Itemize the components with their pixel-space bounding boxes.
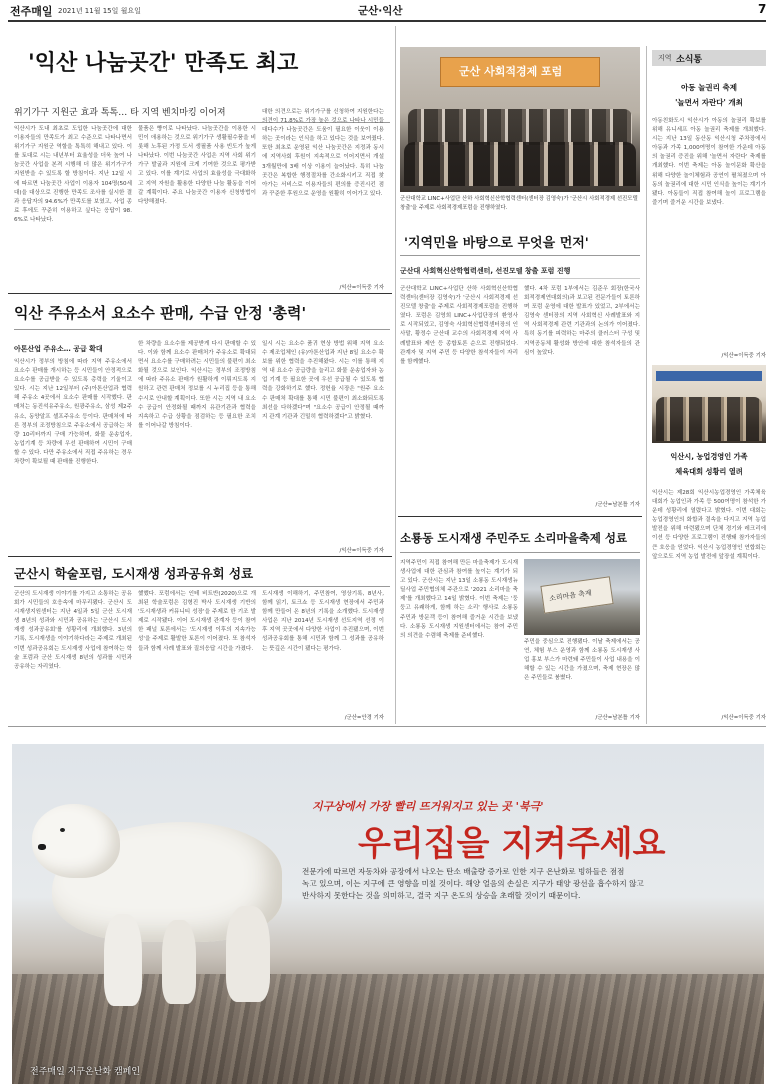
article2-col2: 한 차량을 요소수를 제공받게 다시 판매할 수 있다. 이와 함께 요소수 판매처가 주유소로 확대되면서 요소수를 구매하려는 시민들의 불편이 최소화될 것으로 보인다. 익산시는 정부의 조정방침에 따라 주유소 판매가 원활하게 이뤄지도록 지원하고 관련 판매처 정보를 시 누리집 등을 통해 수시로 안내할 계획이다. 또한 시는 지역 내 요소수 공급이 안정화될 때까지 유관기관과 협력을 지속하고 수급 상황을 점검하는 등 필요한 조치를 이어나갈 방침이다. [138,341,256,429]
article2-col3: 일시 시는 요소수 품귀 현상 방법 위해 지역 요소수 제조업체인 (유)아톤산업과 지난 8일 요소수 확보를 위한 협력을 추진해왔다. 시는 이를 통해 지역 내 요소수 공급량을 늘리고 화물 운송업자와 농업 기계 등 필요한 곳에 우선 공급될 수 있도록 협력을 강화하기로 했다. 정헌율 시장은 "원주 요소수 판매처 확대를 통해 시민 불편이 최소화되도록 최선을 다하겠다"며 "요소수 공급이 안정될 때까지 관계 기관과 긴밀히 협력하겠다"고 밝혔다. [262,341,384,420]
article1-bottom-rule [8,293,392,294]
article4-col1: 군산대학교 LINC+사업단 산하 사회혁신산학협력센터(센터장 김영숙)가 '군산시 사회적경제 선진모델 창출'을 주제로 사회적경제포럼을 진행하였다. 포럼은 김영희 LINC+사업단장의 환영사로 시작되었고, 김영숙 사회혁신협력센터장의 인사말, 황정수 군산대 교수의 사회적경제 지역 사례발표와 제안 등 종합토론 순으로 진행되었다. 관계자 및 지역 주민 등 다양한 참석자들이 자리를 함께했다. [400,286,518,365]
article5-col1: 지역주민이 직접 참여해 만든 마을축제가 도시재생사업에 대한 관심과 참여를 높이는 계기가 되고 있다. 군산시는 지난 13일 소룡동 도시재생뉴딜사업 주민협의체 주관으로 '2021 소리마을 축제'를 개최했다고 14일 밝혔다. 이번 축제는 '둥둥고 유쾌하게, 함께 하는 소리' 행사로 소룡동 주민과 방문객 등이 참여해 즐거운 시간을 보냈다. 소룡동 도시재생 지원센터에서는 참여 주민의 의견을 수렴해 축제를 준비했다. [400,560,518,639]
ad-top-rule [8,726,766,727]
sidebar-item1-subtitle: '놀면서 자란다' 개최 [675,98,743,107]
polar-bear-ad [12,744,764,1084]
article3-col2: 했했다. 포럼에서는 인테 비트반(2020)으로 개최된 학술포럼은 김형진 박사 도시재생 기반의 '도시재생과 커뮤니티 성장'을 주제로 한 기조 발제로 시작됐다. 이어 도시재생 관계자 등이 참여한 패널 토론에서는 '도시재생 이후의 지속가능성'을 주제로 활발한 토론이 이어졌다. 또 참석자들과 함께 사례 발표와 질의응답 시간을 가졌다. [138,591,256,652]
polar-bear-mid-leg [162,920,196,1004]
column-separator [395,26,396,724]
article2-rule [14,329,390,330]
article4-subrule [400,278,640,279]
article1-headline: '익산 나눔곳간' 만족도 최고 [28,50,299,76]
forum-photo [400,47,640,192]
article3-headline: 군산시 학술포럼, 도시재생 성과공유회 성료 [14,566,254,581]
sidebar-item2-subtitle: 체육대회 성황리 열려 [675,467,743,476]
article4-rule [400,255,640,256]
polar-bear-head [32,804,120,878]
page-number: 7 [758,2,767,16]
article3-byline: /군산=안경 기자 [344,715,384,721]
article3-col1: 군산의 도시재생 이야기를 가지고 소통하는 공유회가 시민들의 호응속에 마무리됐다. 군산시 도시재생지원센터는 지난 4일과 5일 군산 도시재생 8년의 성과와 시민과 공유하는 '군산시 도시재생 성과공유회'를 성황리에 개최했다. 3년의 기록, 도시재생을 이야기하다라는 주제로 개최된 이번 성과공유회는 도시재생 사업에 참여하는 학술 포럼과 군산 도시재생 8년의 성과를 시민과 공유하는 자리였다. [14,591,132,670]
paper-name: 전주매일 [10,5,53,18]
sidebar-item1-title: 아동 놀권리 축제 [681,83,737,92]
polar-bear-front-leg [104,914,142,1006]
article2-bottom-rule [8,556,392,557]
masthead-rule [8,20,766,22]
festival-photo [524,559,640,635]
sidebar-item2-body: 익산시는 제28회 익산시농업경영인 가족체육대회가 농업인과 가족 등 500여명이 참석한 가운데 성황리에 열렸다고 밝혔다. 이번 대회는 농업경영인의 화합과 결속을 다지고 지역 농업 발전을 위해 마련됐으며 단체 경기와 레크리에이션 등 다양한 프로그램이 진행돼 참가자들의 큰 호응을 얻었다. 익산시 농업경영인 연합회는 앞으로도 지역 농업 발전에 앞장설 계획이다. [652,490,766,560]
article5-rule [400,552,640,553]
polar-bear-eye [60,828,65,832]
forum-photo-caption: 군산대학교 LINC+사업단 산하 사회혁신산학협력센터(센터장 김영숙)가 '군산시 사회적경제 선진모델 창출'을 주제로 사회적경제포럼을 진행하였다. [400,196,638,211]
audience-row-front [404,142,636,186]
issue-date: 2021년 11월 15일 월요일 [58,7,141,15]
article1-col3: 대한 의견으로는 위기가구를 신청하여 지원한다는 의견이 71.8%로 가장 높은 것으로 나타나 시민들 대다수가 나눔곳간은 도움이 필요한 이웃이 이용하는 곳이라는 인식을 하고 있다는 것을 보여줬다. 또한 최초로 운영된 익산 나눔곳간은 지정과 동시에 지역사회 후원이 지속적으로 이어지면서 개설 3개월만에 3배 이상 이용이 늘어났다. 특히 나눔곳간은 복합한 행정절차를 간소화시키고 직접 찾아가는 서비스로 이용자들의 편의를 증진시킨 점과 꾸준한 후원으로 운영을 원활히 이어가고 있다. [262,109,384,197]
festival-sign-text: 소리마을 축제 [548,588,593,603]
sidebar-item2-title: 익산시, 농업경영인 가족 [670,452,748,461]
sidebar-label-region: 지역 [658,54,672,62]
masthead [0,0,774,20]
article5-col2: 주민을 중심으로 진행됐다. 이날 축제에서는 공연, 체험 부스 운영과 함께 소룡동 도시재생 사업 홍보 부스가 마련돼 주민들이 사업 내용을 이해할 수 있는 시간을 가졌으며, 축제 현장은 많은 주민들로 붐볐다. [524,639,640,682]
farmers-group [656,397,762,441]
forum-banner-text: 군산 사회적경제 포럼 [459,65,563,78]
ad-tagline: 지구상에서 가장 빨리 뜨거워지고 있는 곳 '북극' [312,800,544,813]
section-name: 군산·익산 [358,5,403,17]
farmers-banner [656,371,762,381]
sidebar-item2-byline: /익산=이득중 기자 [721,715,766,721]
article5-byline: /군산=남본틀 기자 [595,715,640,721]
article2-byline: /익산=이득중 기자 [339,548,384,554]
audience-row-back [408,109,632,145]
festival-sign [540,576,613,613]
article1-byline: /익산=이득중 기자 [339,285,384,291]
article4-headline: '지역민을 바탕으로 무엇을 먼저' [404,236,589,251]
article4-col2: 했다. 4차 포럼 1부에서는 김준우 회장(한국사회적경제연대회의)과 보고된 전문가들이 토론하며 포럼 운영에 대한 발표가 있었고, 2부에서는 김영숙 센터장의 지역 사회혁신 사례발표와 지역 사회적경제 관련 기관과의 논의가 이어졌다. 특히 동기를 피력하는 마주의 클러스터 구성 및 지역공동체 활성화 방안에 대한 참석자들의 관심이 높았다. [524,286,640,356]
sidebar-item1-byline: /익산=이득중 기자 [721,353,766,359]
article1-subheadline: 위기가구 지원군 효과 톡톡… 타 지역 벤치마킹 이어져 [14,108,226,118]
article3-rule [14,586,390,587]
article3-col3: 도시재생 이해하기, 주민참여, 영상기록, 8년사, 함께 읽기, 토크쇼 등 도시재생 현장에서 주민과 함께 만들어 온 8년의 기록을 소개했다. 도시재생 사업은 지난 2014년 도시재생 선도지역 선정 이후 지역 곳곳에서 다양한 사업이 추진됐으며, 이번 성과공유회를 통해 시민과 함께 그 성과를 공유하는 뜻깊은 시간이 됐다는 평가다. [262,591,384,652]
polar-bear-nose [38,844,46,850]
ad-headline: 우리집을 지켜주세요 [358,824,666,864]
article5-headline: 소룡동 도시재생 주민주도 소리마을축제 성료 [400,531,628,545]
sidebar-item1-body: 아동친화도시 익산시가 아동의 놀권리 확보를 위해 유니세프 아동 놀권리 축제를 개최했다. 시는 지난 13일 동산동 익산시청 주차장에서 아동과 가족 1,000여명이 참여한 가운데 아동의 놀권리 증진을 위해 '놀면서 자란다' 축제를 개최했다. 이번 축제는 아동 놀이문화 확산을 위해 다양한 놀이체험과 공연이 펼쳐졌으며 아동의 놀권리에 대한 시민 인식을 높이는 계기가 됐다. 아동들이 직접 참여해 놀이 프로그램을 즐기며 즐거운 시간을 보냈다. [652,118,766,206]
ad-body-line1: 전문가에 따르면 자동차와 공장에서 나오는 탄소 배출량 증가로 인한 지구 온난화로 빙하들은 점점 [302,867,625,876]
forum-banner [440,57,600,87]
sidebar-separator [646,46,647,724]
ad-body-line3: 반사하지 못한다는 것을 의미하고, 결국 지구 온도의 상승을 초래할 것이기 때문이다. [302,891,581,900]
sidebar-label-news: 소식통 [676,55,703,65]
ad-body-line2: 녹고 있으며, 이는 지구에 큰 영향을 미칠 것이다. 해양 얼음의 손실은 지구가 태양 광선을 흡수하지 않고 [302,879,644,888]
article1-col1: 익산시가 도내 최초로 도입한 나눔곳간에 대한 이용자들의 만족도가 최고 수준으로 나타나면서 위기가구 지원군 역할을 톡톡히 해내고 있다. 이를 토대로 시는 내년부터 효율성을 더욱 높여 나눔곳간 사업을 본격 시행해 더 많은 위기가구가 지원받을 수 있도록 할 방침이다. 지난 12일 시에 따르면 나눔곳간 사업이 이용자 104명(50세대)을 대상으로 진행한 만족도 조사를 실시한 결과 응답자의 94.6%가 만족도를 보였고, 사업 종료 후에도 꾸준히 이용하고 싶다는 응답이 98.6%로 나타났다. [14,126,132,223]
article2-subheadline: 아톤산업 주유소… 공급 확대 [14,345,103,353]
farmers-photo [652,365,766,443]
article2-headline: 익산 주유소서 요소수 판매, 수급 안정 '총력' [14,304,307,322]
article4-byline: /군산=남본틀 기자 [595,502,640,508]
article2-col1: 익산시가 정부의 방침에 따라 지역 주유소에서 요소수 판매를 개시하는 등 시민들이 안정적으로 요소수를 공급받을 수 있도록 총력을 기울이고 있다. 시는 지난 12일부터 (주)아톤산업과 협력해 주유소 4곳에서 요소수 판매를 시작했다. 판매처는 동진석유주유소, 원광주유소, 삼성 제2주유소, 동양알프 셀프주유소 등이다. 판매처에 따른 정부의 조정방침으로 주유소에서 공급하는 차량 10리터까지 구매 가능하며, 화물 운송업자, 농업기계 등 차량에 우선 판매하여 시민이 구매할 수 있다. 다만 주유소에서 직접 주유하는 경우 차량이 확보될 때 판매를 진행한다. [14,359,132,466]
sidebar-header [652,50,766,66]
polar-bear-back-leg [226,906,270,1002]
article4-bottom-rule [398,516,642,517]
article4-subheadline: 군산대 사회혁신산학협력센터, 선진모델 창출 포럼 진행 [400,267,571,275]
article1-col2: 물품은 빵이로 나타났다. 나눔곳간을 이용한 시민이 애용하는 것으로 위기가구 생활필수품을 비롯해 노후된 가정 도서 생필품 사용 빈도가 높게 나타났다. 이번 나눔곳간 사업은 지역 사회 위기가구 발굴과 지원에 크게 기여한 것으로 평가받고 있다. 이를 계기로 사업의 효율성을 극대화하고 지역 자원을 활용한 다양한 나눔 활동을 이어갈 계획이다. 주요 나눔곳간 이용자 신청방법이 다양해졌다. [138,126,256,205]
ad-footer: 전주매일 지구온난화 캠페인 [30,1067,141,1077]
